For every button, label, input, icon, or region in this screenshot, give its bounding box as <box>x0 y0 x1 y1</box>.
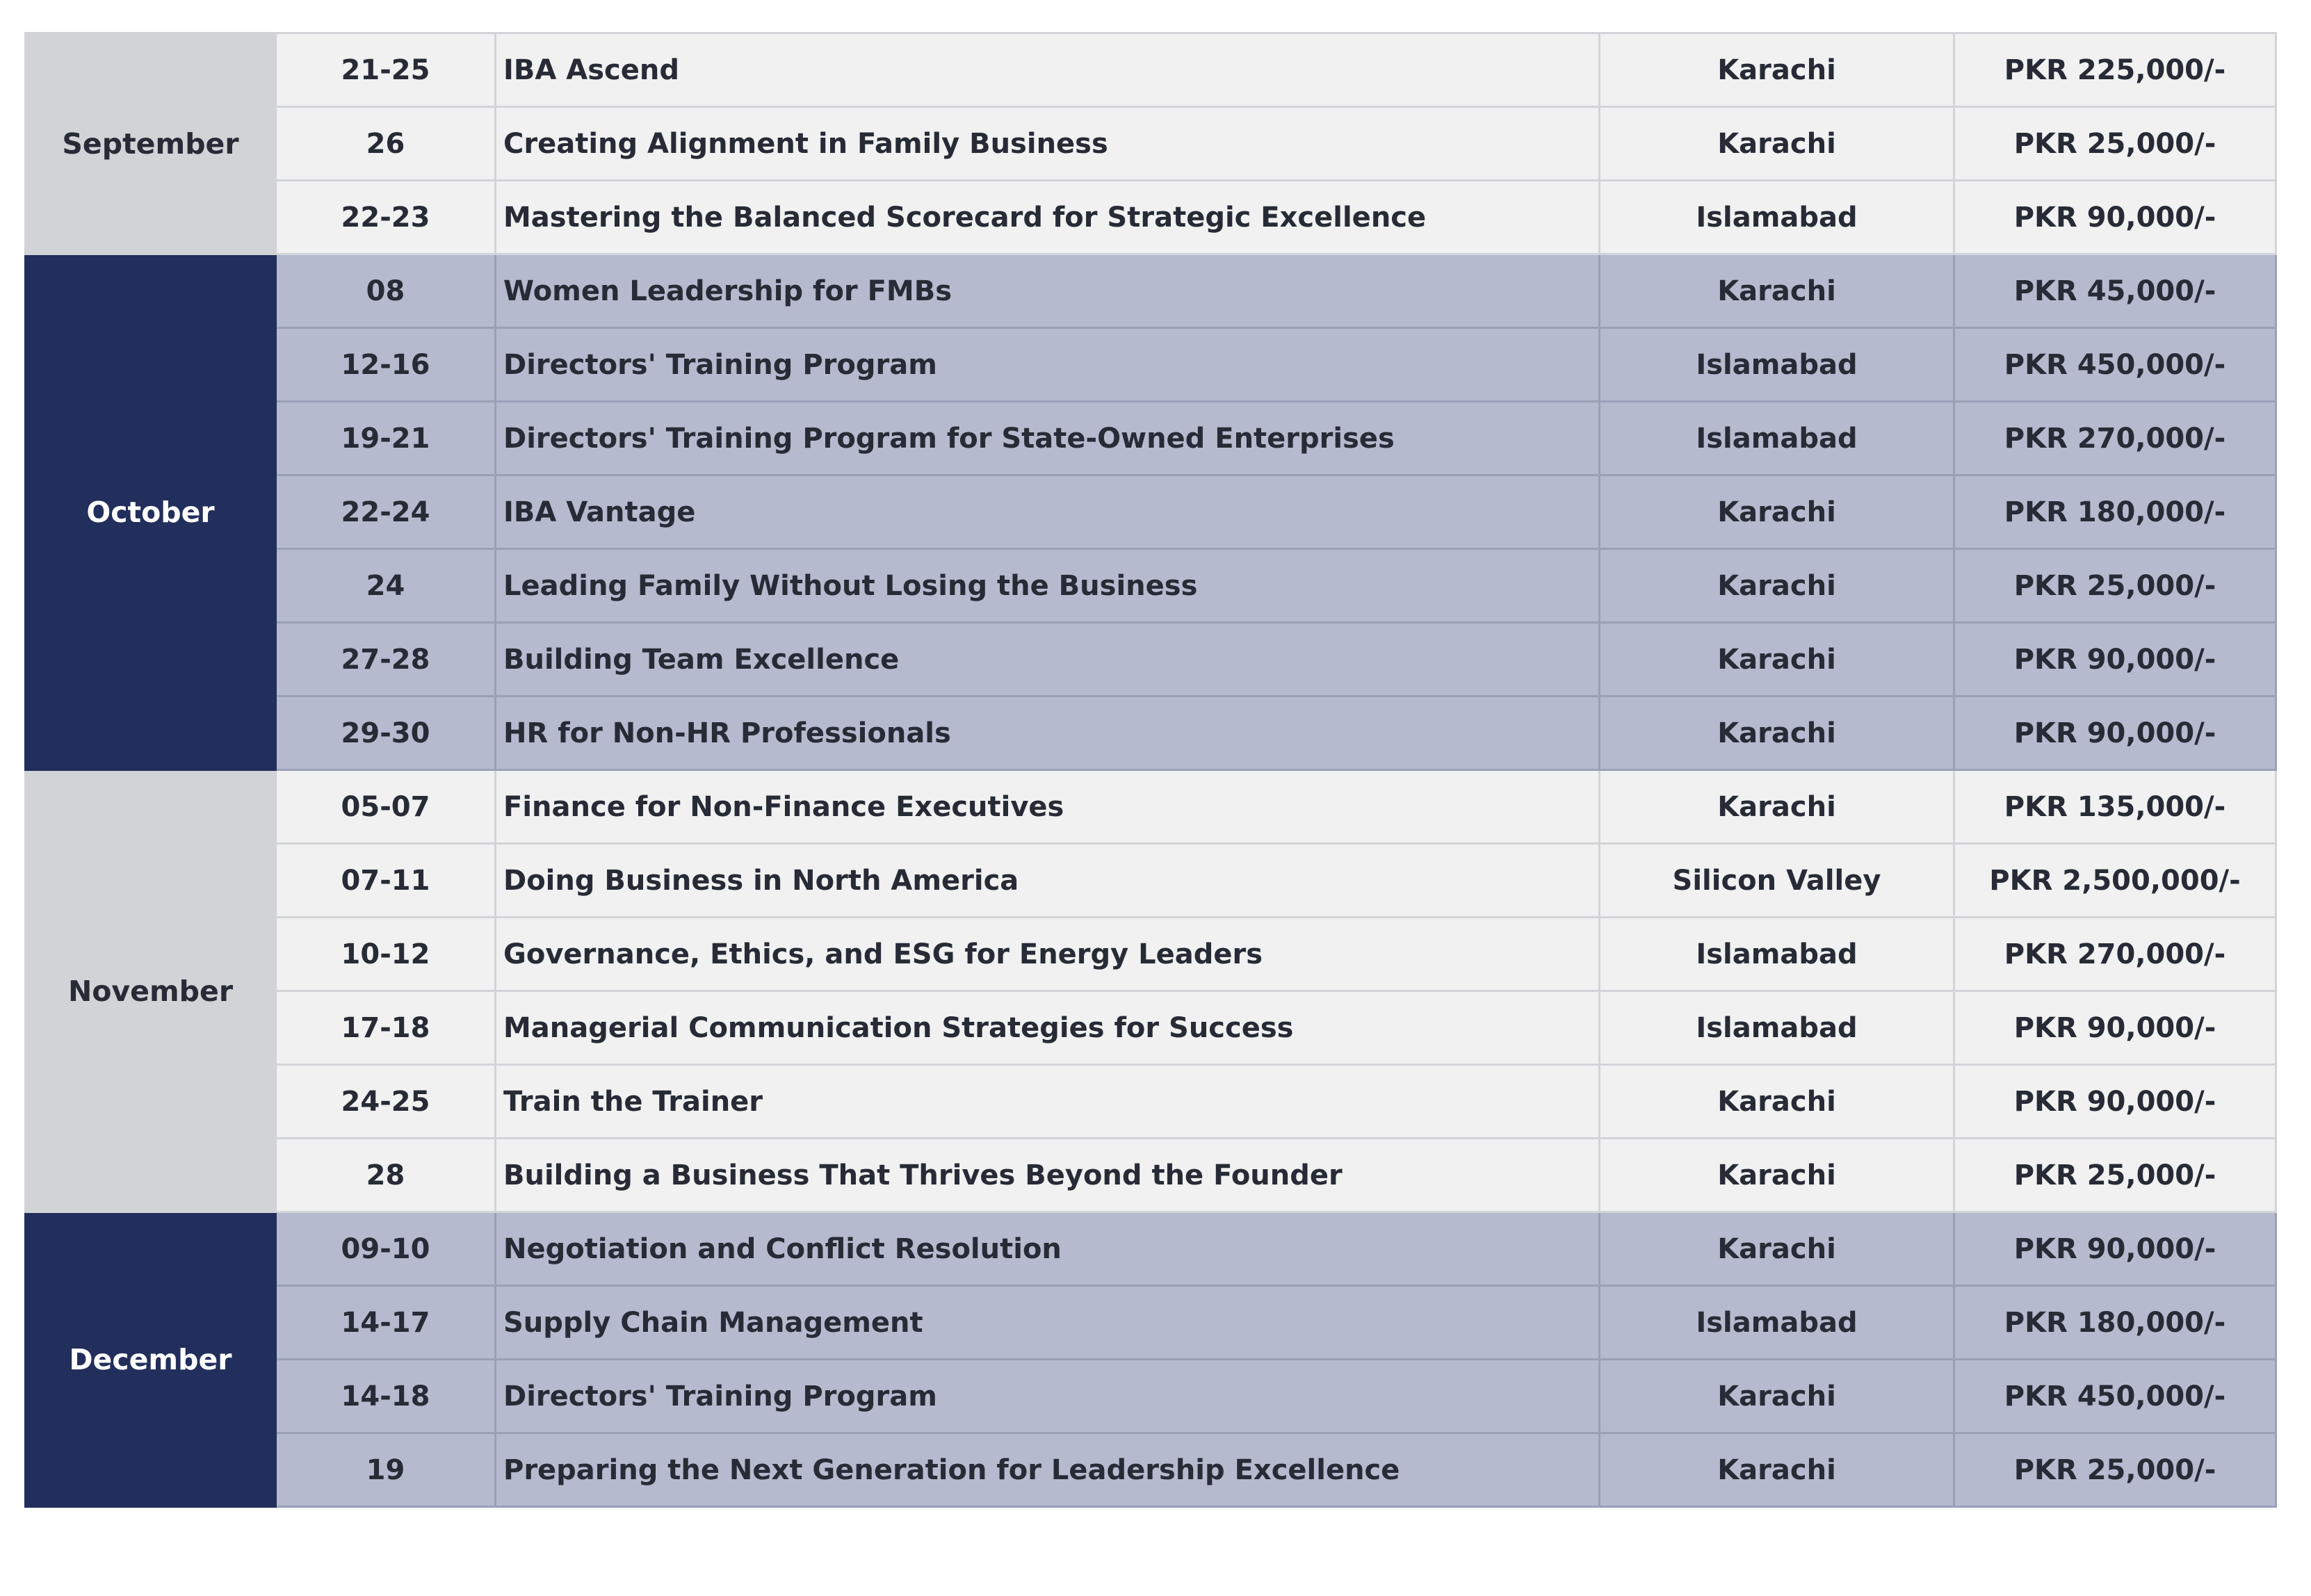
program-title: IBA Vantage <box>496 475 1600 549</box>
program-city: Silicon Valley <box>1600 844 1954 918</box>
month-october: October <box>26 254 276 770</box>
program-fee: PKR 450,000/- <box>1954 328 2276 402</box>
table-row <box>26 402 2276 475</box>
program-title: Women Leadership for FMBs <box>496 254 1600 328</box>
program-city: Karachi <box>1600 770 1954 844</box>
table-row <box>26 844 2276 918</box>
program-city: Islamabad <box>1600 328 1954 402</box>
program-title: Building Team Excellence <box>496 623 1600 697</box>
program-title: Train the Trainer <box>496 1065 1600 1139</box>
table-row <box>26 1360 2276 1433</box>
program-title: Directors' Training Program for State-Owned Enterprises <box>496 402 1600 475</box>
program-fee: PKR 25,000/- <box>1954 1139 2276 1212</box>
table-row <box>26 107 2276 181</box>
program-title: Directors' Training Program <box>496 328 1600 402</box>
program-title: Building a Business That Thrives Beyond the Founder <box>496 1139 1600 1212</box>
program-fee: PKR 225,000/- <box>1954 33 2276 107</box>
program-city: Karachi <box>1600 33 1954 107</box>
program-title: IBA Ascend <box>496 33 1600 107</box>
program-city: Karachi <box>1600 107 1954 181</box>
program-fee: PKR 135,000/- <box>1954 770 2276 844</box>
program-date: 09-10 <box>276 1212 496 1286</box>
table-row <box>26 1065 2276 1139</box>
table-row <box>26 328 2276 402</box>
program-fee: PKR 90,000/- <box>1954 181 2276 254</box>
program-city: Islamabad <box>1600 918 1954 991</box>
program-fee: PKR 25,000/- <box>1954 549 2276 623</box>
table-row <box>26 918 2276 991</box>
program-title: Managerial Communication Strategies for Success <box>496 991 1600 1065</box>
table-row <box>26 254 2276 328</box>
month-september: September <box>26 33 276 254</box>
program-date: 08 <box>276 254 496 328</box>
table-row <box>26 1433 2276 1507</box>
program-city: Karachi <box>1600 1360 1954 1433</box>
program-city: Islamabad <box>1600 181 1954 254</box>
program-fee: PKR 180,000/- <box>1954 475 2276 549</box>
program-schedule-table <box>24 32 2277 1508</box>
program-date: 22-24 <box>276 475 496 549</box>
table-row <box>26 181 2276 254</box>
table-row <box>26 1139 2276 1212</box>
table-row <box>26 475 2276 549</box>
program-fee: PKR 45,000/- <box>1954 254 2276 328</box>
program-date: 05-07 <box>276 770 496 844</box>
program-fee: PKR 25,000/- <box>1954 1433 2276 1507</box>
schedule-body <box>26 33 2276 1507</box>
program-title: Finance for Non-Finance Executives <box>496 770 1600 844</box>
program-city: Karachi <box>1600 254 1954 328</box>
program-title: Creating Alignment in Family Business <box>496 107 1600 181</box>
program-date: 22-23 <box>276 181 496 254</box>
program-city: Islamabad <box>1600 402 1954 475</box>
program-date: 12-16 <box>276 328 496 402</box>
program-fee: PKR 180,000/- <box>1954 1286 2276 1360</box>
program-date: 26 <box>276 107 496 181</box>
program-fee: PKR 90,000/- <box>1954 1212 2276 1286</box>
program-date: 19 <box>276 1433 496 1507</box>
month-december: December <box>26 1212 276 1507</box>
program-date: 24-25 <box>276 1065 496 1139</box>
table-row <box>26 991 2276 1065</box>
table-row <box>26 1286 2276 1360</box>
program-fee: PKR 90,000/- <box>1954 1065 2276 1139</box>
program-city: Islamabad <box>1600 991 1954 1065</box>
table-row <box>26 549 2276 623</box>
program-date: 07-11 <box>276 844 496 918</box>
program-title: Governance, Ethics, and ESG for Energy Leaders <box>496 918 1600 991</box>
program-title: Supply Chain Management <box>496 1286 1600 1360</box>
month-november: November <box>26 770 276 1212</box>
table-row <box>26 770 2276 844</box>
program-city: Karachi <box>1600 1433 1954 1507</box>
program-date: 24 <box>276 549 496 623</box>
program-date: 21-25 <box>276 33 496 107</box>
program-title: Preparing the Next Generation for Leadership Excellence <box>496 1433 1600 1507</box>
program-title: HR for Non-HR Professionals <box>496 697 1600 770</box>
program-city: Karachi <box>1600 1065 1954 1139</box>
program-date: 27-28 <box>276 623 496 697</box>
program-city: Karachi <box>1600 623 1954 697</box>
program-city: Islamabad <box>1600 1286 1954 1360</box>
program-fee: PKR 90,000/- <box>1954 623 2276 697</box>
program-date: 29-30 <box>276 697 496 770</box>
program-title: Negotiation and Conflict Resolution <box>496 1212 1600 1286</box>
program-date: 14-18 <box>276 1360 496 1433</box>
table-row <box>26 697 2276 770</box>
program-city: Karachi <box>1600 1139 1954 1212</box>
program-city: Karachi <box>1600 697 1954 770</box>
table-row <box>26 623 2276 697</box>
program-date: 17-18 <box>276 991 496 1065</box>
program-title: Doing Business in North America <box>496 844 1600 918</box>
program-city: Karachi <box>1600 549 1954 623</box>
program-date: 14-17 <box>276 1286 496 1360</box>
program-fee: PKR 2,500,000/- <box>1954 844 2276 918</box>
program-fee: PKR 270,000/- <box>1954 402 2276 475</box>
table-row <box>26 33 2276 107</box>
program-title: Directors' Training Program <box>496 1360 1600 1433</box>
program-title: Mastering the Balanced Scorecard for Strategic Excellence <box>496 181 1600 254</box>
program-fee: PKR 270,000/- <box>1954 918 2276 991</box>
program-city: Karachi <box>1600 1212 1954 1286</box>
program-fee: PKR 90,000/- <box>1954 991 2276 1065</box>
table-row <box>26 1212 2276 1286</box>
program-fee: PKR 90,000/- <box>1954 697 2276 770</box>
program-date: 19-21 <box>276 402 496 475</box>
program-fee: PKR 450,000/- <box>1954 1360 2276 1433</box>
program-city: Karachi <box>1600 475 1954 549</box>
program-date: 28 <box>276 1139 496 1212</box>
program-title: Leading Family Without Losing the Business <box>496 549 1600 623</box>
program-fee: PKR 25,000/- <box>1954 107 2276 181</box>
program-date: 10-12 <box>276 918 496 991</box>
